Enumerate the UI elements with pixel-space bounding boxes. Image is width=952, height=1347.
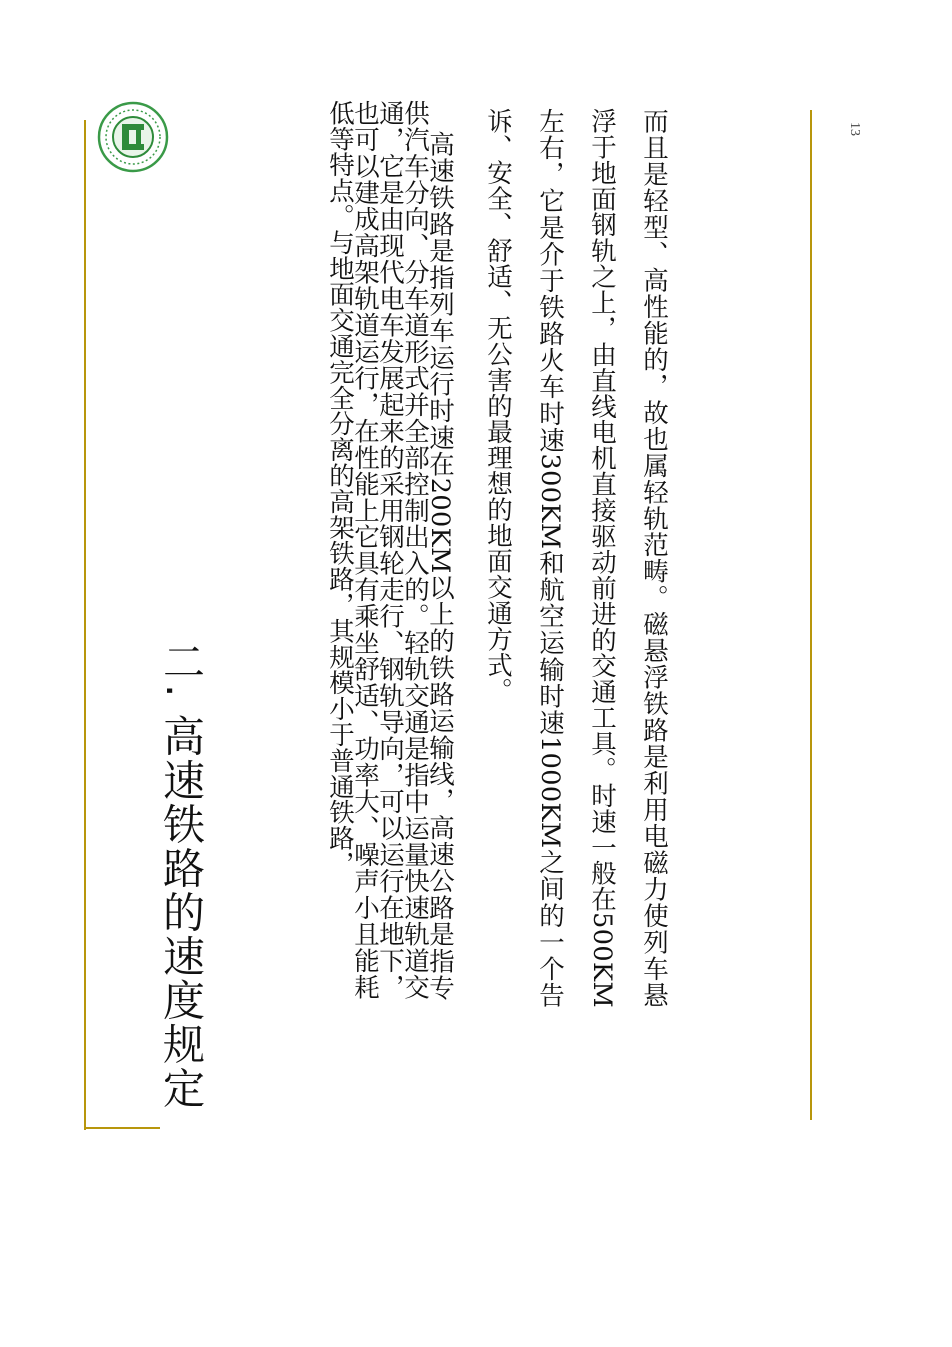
section-title: 二. 高速铁路的速度规定 (157, 640, 206, 1111)
bottom-border-rule (84, 1127, 160, 1129)
university-seal-icon (96, 100, 170, 174)
body-paragraph-2: 而且是轻型、高性能的，故也属轻轨范畴。磁悬浮铁路是利用电磁力使列车悬浮于地面钢轨之上，由直线电机直接驱动前进的交通工具。时速一般在500KM左右，它是介于铁路火车时速300KM和航空运输时速1000KM之间的一个告诉、安全、舒适、无公害的最理想的地面交通方式。 (483, 108, 669, 1008)
right-border-rule (810, 110, 812, 1120)
body-paragraph-1: 高速铁路是指列车运行时速在200KM以上的铁路运输线，高速公路是指专供汽车分向、分车道形式并全部控制出入的。轻轨交通是指中运量快速轨道交通，它是由现代电车发展起来的采用钢轮走行、钢轨导向，可以运行在地下，也可以建成高架轨道运行，在性能上它具有乘坐舒适、功率大、噪声小且能耗低等特点。与地面交通完全分离的高架铁路，其规模小于普通铁路， (325, 100, 455, 1000)
page-number: 13 (847, 122, 862, 136)
left-border-rule (84, 120, 86, 1130)
